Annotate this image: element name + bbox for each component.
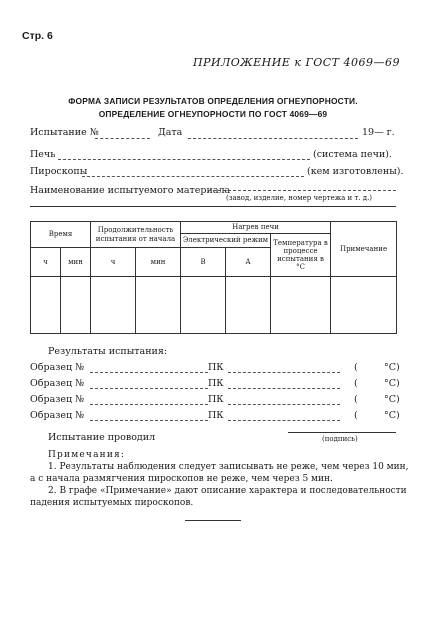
manufacturer-hint: (кем изготовлены). [307,166,404,177]
open-paren: ( [354,394,358,405]
signature-line[interactable] [288,432,396,433]
results-heading: Результаты испытания: [48,346,168,357]
table-row [31,277,397,334]
table-cell[interactable] [181,277,226,334]
date-field[interactable] [188,138,358,139]
note-2-line-1: 2. В графе «Примечание» дают описание характера и последовательности [48,486,407,496]
col-hours-2: ч [91,248,136,277]
sample-label: Образец № [30,394,85,405]
note-2-line-2: падения испытуемых пироскопов. [30,498,194,508]
table-cell[interactable] [271,277,331,334]
note-1-line-2: а с начала размягчения пироскопов не реже, чем через 5 мин. [30,474,333,484]
pk-field[interactable] [228,388,340,389]
test-number-field[interactable] [95,138,150,139]
page-number: Стр. 6 [22,30,53,42]
form-title-line-2: ОПРЕДЕЛЕНИЕ ОГНЕУПОРНОСТИ ПО ГОСТ 4069—69 [98,109,328,119]
pk-field[interactable] [228,420,340,421]
pyroscopes-field[interactable] [82,176,304,177]
sample-row-3 [30,394,400,408]
furnace-label: Печь [30,149,56,160]
col-hours-1: ч [31,248,61,277]
sample-number-field[interactable] [90,404,208,405]
closing-rule [185,520,241,521]
observation-table [30,221,397,334]
col-minutes-2: мин [136,248,181,277]
table-cell[interactable] [226,277,271,334]
col-temperature-header: Температура в процессе испытания в °С [271,234,331,277]
pk-label: ПК [208,394,224,405]
table-cell[interactable] [61,277,91,334]
material-name-label: Наименование испытуемого материала [30,185,231,196]
col-time-header: Время [31,222,91,248]
sample-label: Образец № [30,410,85,421]
furnace-system-hint: (система печи). [313,149,392,160]
pk-label: ПК [208,410,224,421]
date-label: Дата [158,127,183,138]
col-volts: В [181,248,226,277]
table-cell[interactable] [136,277,181,334]
table-cell[interactable] [331,277,397,334]
sample-row-4 [30,410,400,424]
table-cell[interactable] [31,277,61,334]
sample-number-field[interactable] [90,420,208,421]
col-remark-header: Примечание [331,222,397,277]
pyroscopes-label: Пироскопы [30,166,88,177]
conducted-by-label: Испытание проводил [48,432,156,443]
sample-label: Образец № [30,378,85,389]
col-duration-header: Продолжительность испытания от начала [91,222,181,248]
form-title-line-1: ФОРМА ЗАПИСИ РЕЗУЛЬТАТОВ ОПРЕДЕЛЕНИЯ ОГНЕУПОРНОСТИ. [68,96,358,106]
pk-label: ПК [208,362,224,373]
celsius-unit: °С) [384,362,400,373]
pk-field[interactable] [228,372,340,373]
appendix-heading: ПРИЛОЖЕНИЕ к ГОСТ 4069—69 [193,56,400,69]
material-name-hint: (завод, изделие, номер чертежа и т. д.) [226,194,373,202]
open-paren: ( [354,362,358,373]
open-paren: ( [354,378,358,389]
col-heating-header: Нагрев печи [181,222,331,234]
sample-row-1 [30,362,400,376]
note-1-line-1: 1. Результаты наблюдения следует записывать не реже, чем через 10 мин, [48,462,409,472]
sample-label: Образец № [30,362,85,373]
signature-hint: (подпись) [322,435,358,443]
year-label: 19— г. [362,127,395,138]
celsius-unit: °С) [384,394,400,405]
furnace-field[interactable] [58,159,310,160]
pk-field[interactable] [228,404,340,405]
notes-heading: Примечания: [48,450,126,460]
open-paren: ( [354,410,358,421]
sample-number-field[interactable] [90,388,208,389]
sample-number-field[interactable] [90,372,208,373]
pk-label: ПК [208,378,224,389]
test-number-label: Испытание № [30,127,99,138]
material-extra-line[interactable] [30,206,396,207]
material-name-field[interactable] [208,190,396,191]
col-electric-mode-header: Электрический режим [181,234,271,248]
celsius-unit: °С) [384,378,400,389]
table-cell[interactable] [91,277,136,334]
celsius-unit: °С) [384,410,400,421]
col-amperes: А [226,248,271,277]
col-minutes-1: мин [61,248,91,277]
sample-row-2 [30,378,400,392]
